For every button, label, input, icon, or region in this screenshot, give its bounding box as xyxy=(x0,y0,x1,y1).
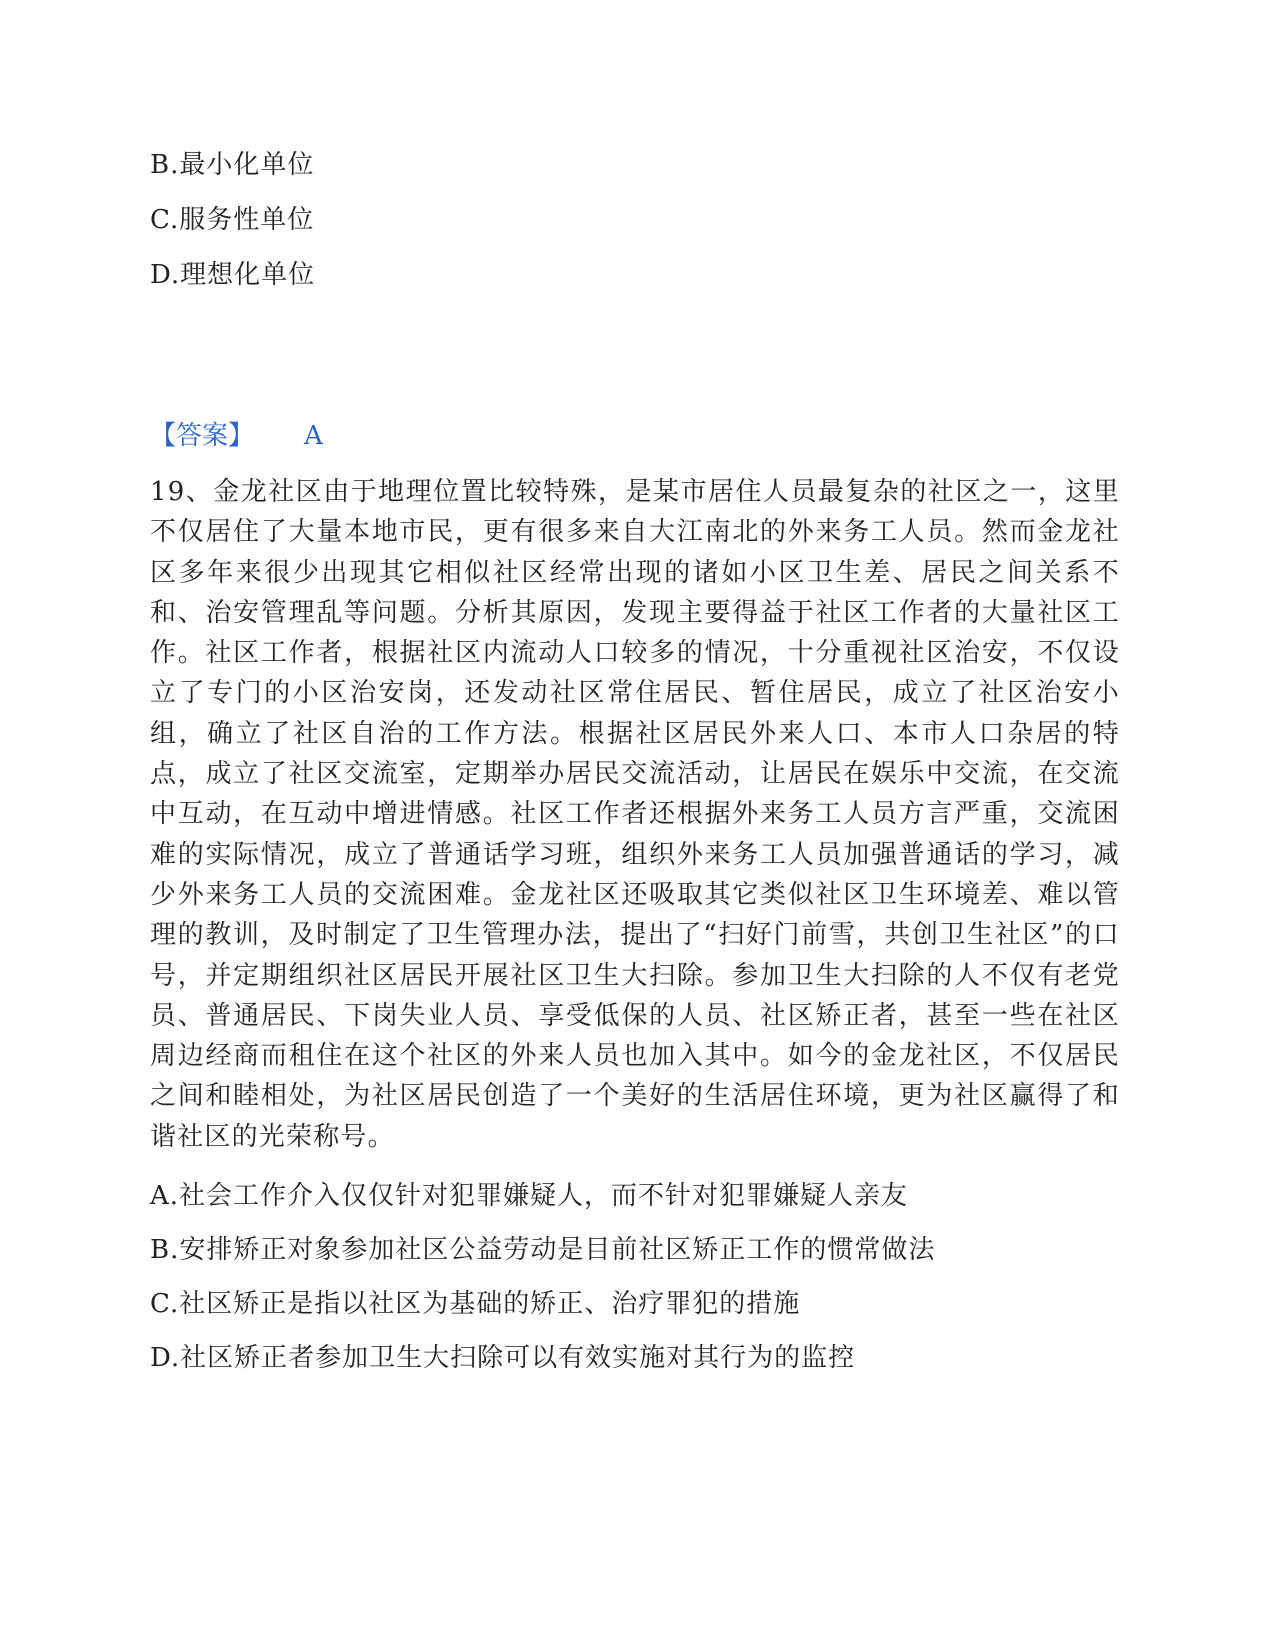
answer-label: 【答案】 xyxy=(150,421,255,451)
prev-option-c: C.服务性单位 xyxy=(150,205,315,235)
option-b: B.安排矫正对象参加社区公益劳动是目前社区矫正工作的惯常做法 xyxy=(150,1235,936,1265)
option-c: C.社区矫正是指以社区为基础的矫正、治疗罪犯的措施 xyxy=(150,1289,801,1319)
option-d: D.社区矫正者参加卫生大扫除可以有效实施对其行为的监控 xyxy=(150,1343,856,1373)
answer-value: A xyxy=(304,421,323,451)
option-a: A.社会工作介入仅仅针对犯罪嫌疑人，而不针对犯罪嫌疑人亲友 xyxy=(150,1181,909,1211)
answer-line xyxy=(150,418,323,454)
question-stem: 19、金龙社区由于地理位置比较特殊，是某市居住人员最复杂的社区之一，这里不仅居住了大量本地市民，更有很多来自大江南北的外来务工人员。然而金龙社区多年来很少出现其它相似社区经常出现的诸如小区卫生差、居民之间关系不和、治安管理乱等问题。分析其原因，发现主要得益于社区工作者的大量社区工作。社区工作者，根据社区内流动人口较多的情况，十分重视社区治安，不仅设立了专门的小区治安岗，还发动社区常住居民、暂住居民，成立了社区治安小组，确立了社区自治的工作方法。根据社区居民外来人口、本市人口杂居的特点，成立了社区交流室，定期举办居民交流活动，让居民在娱乐中交流，在交流中互动，在互动中增进情感。社区工作者还根据外来务工人员方言严重，交流困难的实际情况，成立了普通话学习班，组织外来务工人员加强普通话的学习，减少外来务工人员的交流困难。金龙社区还吸取其它类似社区卫生环境差、难以管理的教训，及时制定了卫生管理办法，提出了“扫好门前雪，共创卫生社区”的口号，并定期组织社区居民开展社区卫生大扫除。参加卫生大扫除的人不仅有老党员、普通居民、下岗失业人员、享受低保的人员、社区矫正者，甚至一些在社区周边经商而租住在这个社区的外来人员也加入其中。如今的金龙社区，不仅居民之间和睦相处，为社区居民创造了一个美好的生活居住环境，更为社区赢得了和谐社区的光荣称号。 xyxy=(150,477,1120,1152)
prev-option-d: D.理想化单位 xyxy=(150,260,316,290)
prev-option-b: B.最小化单位 xyxy=(150,150,315,180)
